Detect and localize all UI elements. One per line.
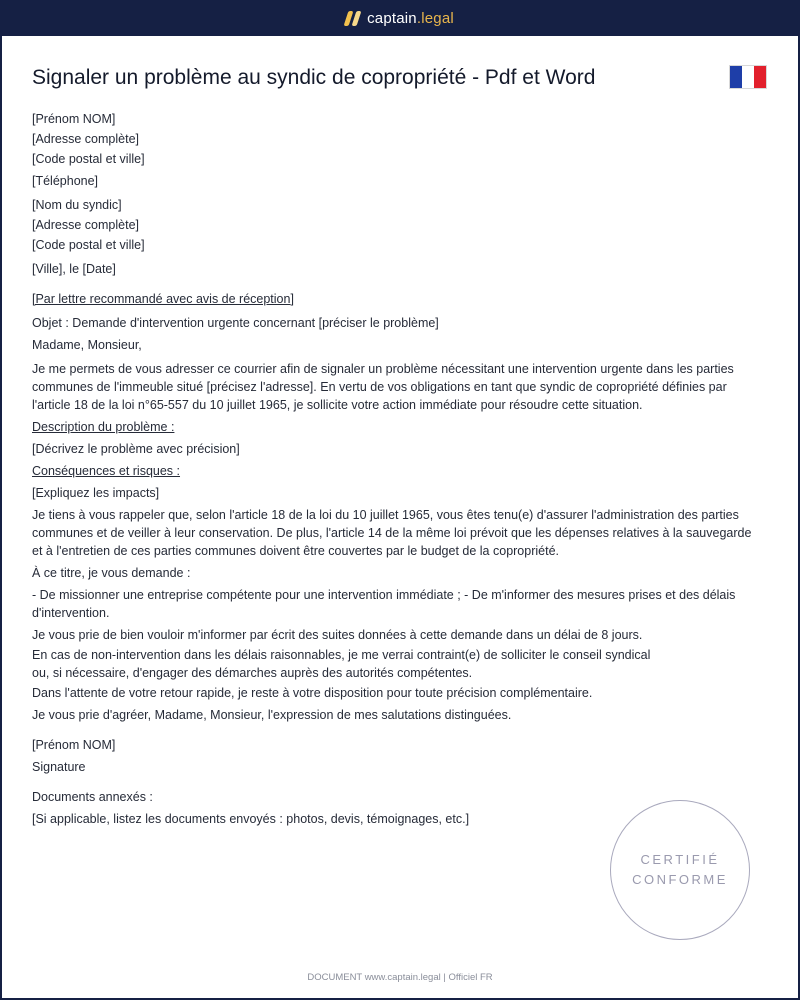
letter-object: Objet : Demande d'intervention urgente concernant [préciser le problème]	[32, 316, 439, 330]
deadline-paragraph: Je vous prie de bien vouloir m'informer par écrit des suites données à cette demande dans un délai de 8 jours.	[32, 628, 643, 642]
salutation: Madame, Monsieur,	[32, 338, 142, 352]
consequences-heading: Conséquences et risques :	[32, 464, 181, 478]
certified-stamp	[610, 800, 750, 940]
brand-logo-text[interactable]: captain.legal	[367, 9, 454, 27]
escalation-line-2: ou, si nécessaire, d'engager des démarches auprès des autorités compétentes.	[32, 666, 473, 680]
description-heading: Description du problème :	[32, 420, 175, 434]
request-intro: À ce titre, je vous demande :	[32, 566, 191, 580]
captain-logo-icon	[344, 11, 362, 26]
document-title: Signaler un problème au syndic de copropriété - Pdf et Word	[32, 66, 596, 89]
recipient-city: [Code postal et ville]	[32, 238, 145, 252]
france-flag-icon	[729, 65, 767, 89]
document-page	[2, 36, 798, 998]
availability-line: Dans l'attente de votre retour rapide, je reste à votre disposition pour toute précision complémentaire.	[32, 686, 593, 700]
delivery-method: [Par lettre recommandé avec avis de réception]	[32, 292, 294, 306]
request-list: - De missionner une entreprise compétente pour une intervention immédiate ; - De m'informer des mesures prises et des délais d'intervention.	[32, 588, 736, 620]
recipient-name: [Nom du syndic]	[32, 198, 122, 212]
place-date: [Ville], le [Date]	[32, 262, 116, 276]
escalation-line-1: En cas de non-intervention dans les délais raisonnables, je me verrai contraint(e) de solliciter le conseil syndical	[32, 648, 651, 662]
legal-reminder-paragraph: Je tiens à vous rappeler que, selon l'article 18 de la loi du 10 juillet 1965, vous êtes tenu(e) d'assurer l'administration des parties communes et de veiller à leur conservation. De plus, l'article 14 de la même loi prévoit que les dépenses relatives à la sauvegarde et à l'entretien de ces parties communes doivent être couvertes par le budget de la copropriété.	[32, 508, 752, 558]
sender-name: [Prénom NOM]	[32, 112, 116, 126]
recipient-address: [Adresse complète]	[32, 218, 139, 232]
stamp-line-2: CONFORME	[632, 872, 728, 887]
description-placeholder: [Décrivez le problème avec précision]	[32, 442, 240, 456]
signature-name: [Prénom NOM]	[32, 738, 116, 752]
sender-phone: [Téléphone]	[32, 174, 99, 188]
top-bar	[0, 0, 800, 36]
signature-label: Signature	[32, 760, 86, 774]
letter-body	[32, 110, 762, 828]
sender-address: [Adresse complète]	[32, 132, 139, 146]
consequences-placeholder: [Expliquez les impacts]	[32, 486, 160, 500]
stamp-line-1: CERTIFIÉ	[640, 852, 720, 867]
intro-paragraph: Je me permets de vous adresser ce courrier afin de signaler un problème nécessitant une intervention urgente dans les parties communes de l'immeuble situé [précisez l'adresse]. En vertu de vos obligations en tant que syndic de copropriété définies par l'article 18 de la loi n°65-557 du 10 juillet 1965, je sollicite votre action immédiate pour résoudre cette situation.	[32, 362, 734, 412]
sender-city: [Code postal et ville]	[32, 152, 145, 166]
footer-text: DOCUMENT www.captain.legal | Officiel FR	[307, 972, 493, 983]
annex-heading: Documents annexés :	[32, 790, 153, 804]
annex-placeholder: [Si applicable, listez les documents envoyés : photos, devis, témoignages, etc.]	[32, 812, 470, 826]
closing-formula: Je vous prie d'agréer, Madame, Monsieur, l'expression de mes salutations distinguées.	[32, 708, 512, 722]
